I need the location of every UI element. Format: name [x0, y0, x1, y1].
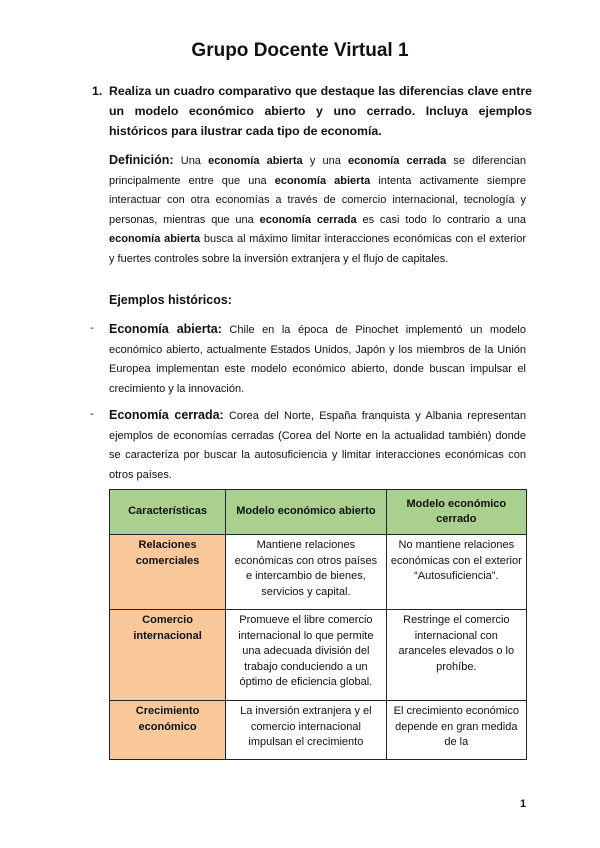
bullet-label: Economía abierta:	[109, 322, 222, 336]
historical-heading: Ejemplos históricos:	[109, 293, 232, 307]
question	[92, 81, 532, 141]
table-header-row	[110, 490, 527, 535]
table-cell: Restringe el comercio internacional con aranceles elevados o lo prohíbe.	[386, 610, 526, 701]
def-term: economía abierta	[274, 174, 371, 187]
table-cell: No mantiene relaciones económicas con el exterior “Autosuficiencia”.	[386, 535, 526, 610]
table-row-label: Relaciones comerciales	[110, 535, 226, 610]
table-header-cell: Modelo económico abierto	[226, 490, 387, 535]
table-header-cell: Características	[110, 490, 226, 535]
def-text: busca al máximo limitar interacciones económicas con el exterior y fuertes controles sobre la inversión extranjera y el flujo de capitales.	[109, 233, 526, 265]
bullet-text: Chile en la época de Pinochet implementó un modelo económico abierto, actualmente Estados Unidos, Japón y los miembros de la Unión Europea implementan este modelo económico abierto, donde buscan impulsar el crecimiento y la innovación.	[109, 324, 526, 395]
def-term: economía abierta	[109, 233, 201, 245]
bullet-text: Corea del Norte, España franquista y Albania representan ejemplos de economías cerradas (Corea del Norte en la actualidad también) donde se caracteriza por buscar la autosuficiencia y limitar interacciones económicas con otros países.	[109, 410, 527, 481]
table-row	[110, 610, 527, 701]
bullet-dash: -	[90, 408, 94, 420]
definition-paragraph	[109, 151, 526, 269]
def-text: y una	[302, 155, 348, 167]
def-text: se diferencian principalmente entre que una	[109, 155, 527, 187]
def-text: es casi todo lo contrario a una	[356, 213, 527, 226]
question-text: Realiza un cuadro comparativo que destaque las diferencias clave entre un modelo económico abierto y uno cerrado. Incluya ejemplos históricos para ilustrar cada tipo de economía.	[109, 84, 532, 138]
table-row-label: Comercio internacional	[110, 610, 226, 701]
page-title: Grupo Docente Virtual 1	[191, 40, 409, 61]
def-text: intenta activamente siempre interactuar con otra economías a través de comercio internacional, tecnología y personas, mientras que una	[109, 174, 526, 226]
page-number: 1	[520, 798, 527, 810]
table-cell: La inversión extranjera y el comercio internacional impulsan el crecimiento	[226, 701, 387, 760]
table-header-cell: Modelo económico cerrado	[386, 490, 526, 535]
def-term: economía cerrada	[348, 155, 447, 167]
table-cell: El crecimiento económico depende en gran medida de la	[386, 701, 526, 760]
table-row-label: Crecimiento económico	[110, 701, 226, 760]
definition-label: Definición:	[109, 153, 174, 167]
def-term: economía cerrada	[259, 213, 357, 226]
table-cell: Promueve el libre comercio internacional lo que permite una adecuada división del trabajo conduciendo a un óptimo de eficiencia global.	[226, 610, 387, 701]
table-row	[110, 535, 527, 610]
def-text: Una	[173, 155, 209, 167]
bullet-label: Economía cerrada:	[109, 408, 224, 422]
bullet-dash: -	[90, 322, 94, 334]
question-number: 1.	[92, 84, 103, 98]
def-term: economía abierta	[208, 155, 303, 167]
table-row	[110, 701, 527, 760]
bullet-item-open	[109, 320, 526, 399]
table-cell: Mantiene relaciones económicas con otros países e intercambio de bienes, servicios y capital.	[226, 535, 387, 610]
bullet-item-closed	[109, 406, 526, 485]
comparison-table	[109, 489, 527, 760]
